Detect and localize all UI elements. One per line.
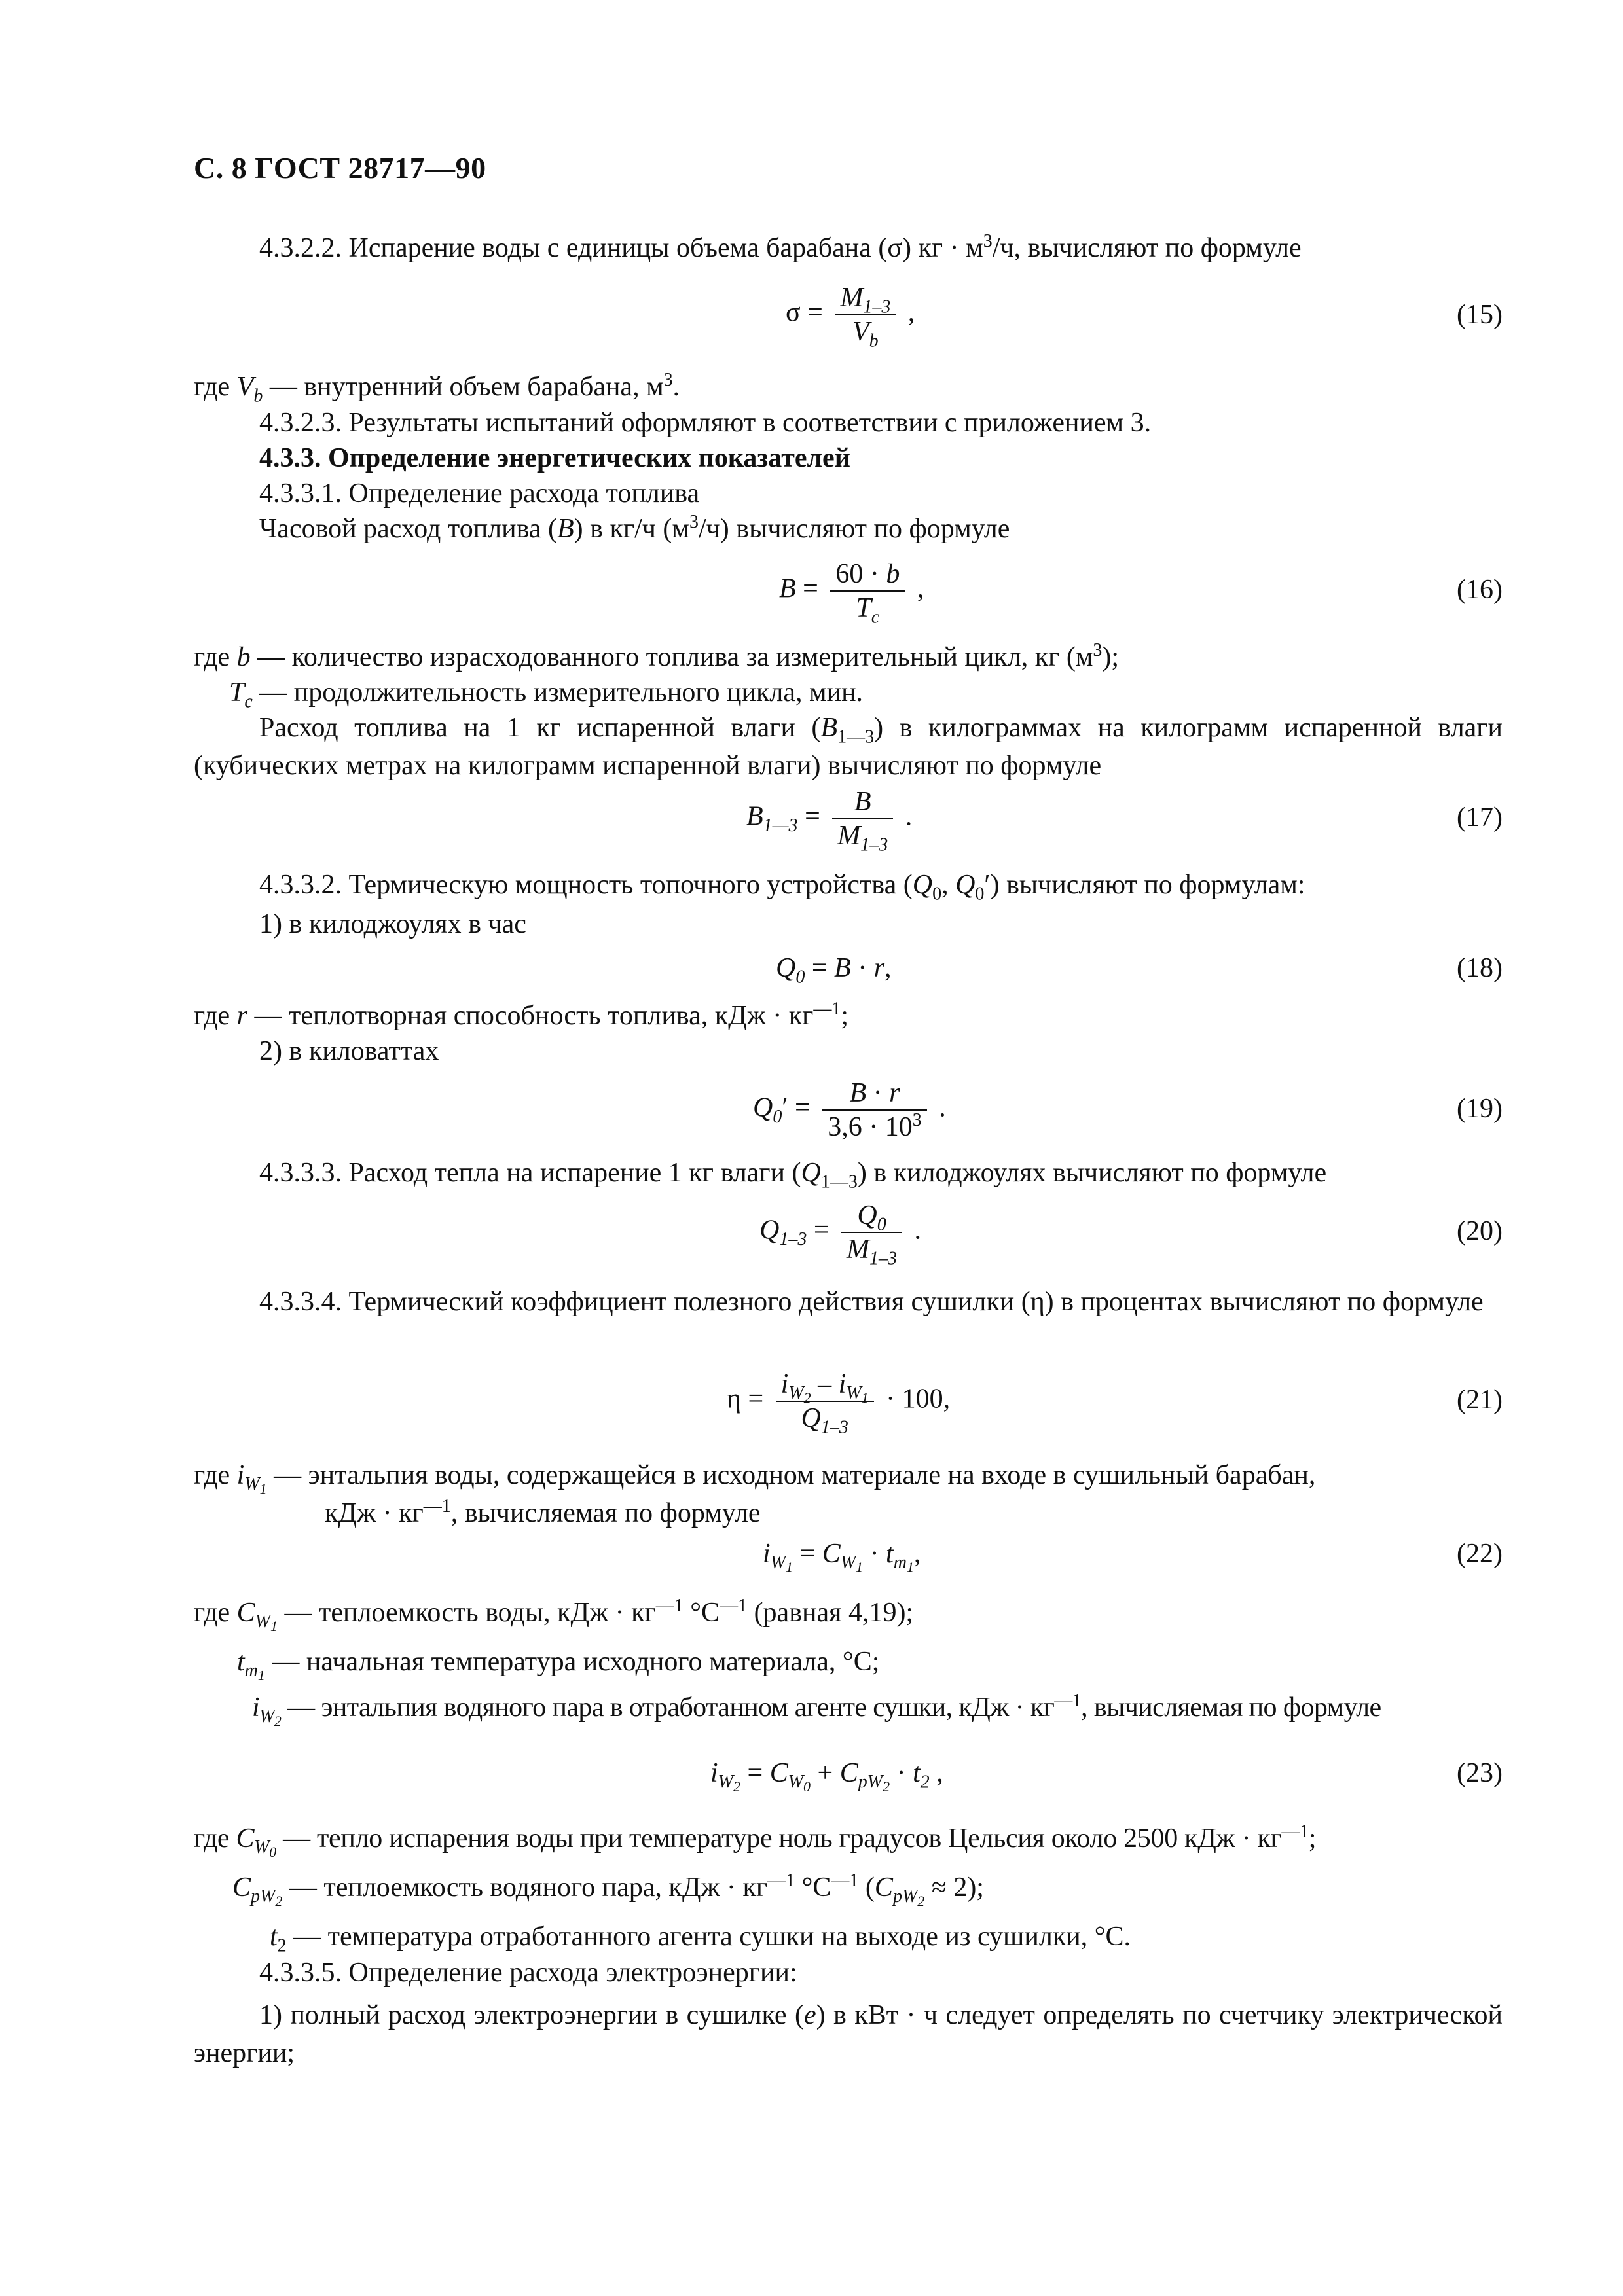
equation-number-23: (23): [1457, 1758, 1503, 1788]
equation-number-20: (20): [1457, 1216, 1503, 1246]
formula-23: $i_{W_2} = C_{W_0} + C_{pW_2} \cdot t_2$ ,: [710, 1758, 943, 1795]
list-item-electric: 1) полный расход электроэнергии в сушилке (e) в кВт · ч следует определять по счетчику электрической энергии;: [194, 2000, 1503, 2068]
definition-b: где b — количество израсходованного топлива за измерительный цикл, кг $(м^3)$;: [194, 640, 1120, 672]
paragraph-4-3-2-3: 4.3.2.3. Результаты испытаний оформляют в соответствии с приложением 3.: [259, 408, 1152, 438]
paragraph-4-3-3-4: 4.3.3.4. Термический коэффициент полезного действия сушилки (η) в процентах вычисляют по формуле: [259, 1287, 1484, 1317]
definition-cw0: где $C_{W_0}$ — тепло испарения воды при температуре ноль градусов Цельсия около 2500 кДж · $кг^{—1}$;: [194, 1821, 1317, 1861]
paragraph-hourly: Часовой расход топлива (B) в кг/ч $(м^3/ч)$ вычисляют по формуле: [259, 512, 1010, 544]
definition-t2: $t_2$ — температура отработанного агента сушки на выходе из сушилки, °С.: [270, 1922, 1131, 1956]
definition-vb: где $V_b$ — внутренний объем барабана, $м^3$.: [194, 370, 680, 406]
formula-tail: · 100,: [886, 1384, 951, 1414]
formula-16: B = $\frac{60 \cdot b}{T_c}$ ,: [779, 559, 924, 628]
formula-21: η = $\frac{i_{W_2} - i_{W_1}}{Q_{1-3}}$ · 100,: [727, 1369, 951, 1438]
equation-number-19: (19): [1457, 1094, 1503, 1124]
definition-iw2: $i_{W_2}$ — энтальпия водяного пара в отработанном агенте сушки, кДж · $кг^{—1}$, вычисляемая по формуле: [252, 1691, 1381, 1730]
paragraph-4-3-3-2: 4.3.3.2. Термическую мощность топочного устройства ($Q_0$, $Q_0'$) вычисляют по формулам:: [259, 870, 1305, 905]
formula-15: σ = $\frac{M_{1-3}}{V_b}$ ,: [786, 283, 915, 351]
equation-number-18: (18): [1457, 953, 1503, 983]
formula-22: $i_{W_1} = C_{W_1} \cdot t_{m_1}$,: [763, 1539, 921, 1576]
heading-4-3-3: 4.3.3. Определение энергетических показателей: [259, 443, 850, 473]
paragraph-4-3-3-5: 4.3.3.5. Определение расхода электроэнергии:: [259, 1958, 797, 1988]
definition-r: где r — теплотворная способность топлива, кДж · $кг^{—1}$;: [194, 999, 849, 1031]
list-item-1: 1) в килоджоулях в час: [259, 909, 526, 939]
paragraph-4-3-3-1: 4.3.3.1. Определение расхода топлива: [259, 478, 700, 509]
paragraph-4-3-2-2: [194, 229, 1503, 267]
definition-tc: $T_c$ — продолжительность измерительного цикла, мин.: [229, 677, 864, 712]
equation-number-22: (22): [1457, 1539, 1503, 1569]
equation-number-21: (21): [1457, 1385, 1503, 1415]
equation-number-16: (16): [1457, 575, 1503, 605]
formula-19: $Q_0'$ = $\frac{B \cdot r}{3,6 \cdot 10^3}$ .: [753, 1078, 946, 1142]
definition-iw1: где $i_{W_1}$ — энтальпия воды, содержащейся в исходном материале на входе в сушильный барабан, кДж · $кг^{—1}$, вычисляемая по формуле: [194, 1460, 1316, 1528]
paragraph-text: 4.3.2.2. Испарение воды с единицы объема барабана (σ) кг · $м^3/ч$, вычисляют по формуле: [259, 231, 1302, 263]
definition-cpw2: $C_{pW_2}$ — теплоемкость водяного пара, кДж · $кг^{—1}$ $^\circ С^{—1}$ $(C_{pW_2} \approx 2)$;: [232, 1871, 984, 1910]
equation-number-15: (15): [1457, 300, 1503, 330]
formula-20: $Q_{1-3}$ = $\frac{Q_0}{M_{1-3}}$ .: [759, 1200, 922, 1269]
page-header: С. 8 ГОСТ 28717—90: [194, 151, 486, 185]
formula-17: $B_{1—3}$ = $\frac{B}{M_{1-3}}$ .: [746, 787, 913, 855]
paragraph-rate: Расход топлива на 1 кг испаренной влаги $(B_{1—3})$ в килограммах на килограмм испаренной влаги (кубических метрах на килограмм испаренной влаги) вычисляют по формуле: [194, 713, 1503, 781]
equation-number-17: (17): [1457, 802, 1503, 833]
paragraph-4-3-3-3: 4.3.3.3. Расход тепла на испарение 1 кг влаги $(Q_{1—3})$ в килоджоулях вычисляют по формуле: [259, 1158, 1327, 1193]
definition-tm1: $t_{m_1}$ — начальная температура исходного материала, °С;: [237, 1647, 880, 1684]
definition-cw1: где $C_{W_1}$ — теплоемкость воды, кДж · $кг^{—1}$ $^\circ С^{—1}$ (равная 4,19);: [194, 1596, 914, 1635]
formula-18: $Q_0 = B \cdot r$,: [776, 953, 892, 988]
list-item-2: 2) в киловаттах: [259, 1036, 439, 1066]
